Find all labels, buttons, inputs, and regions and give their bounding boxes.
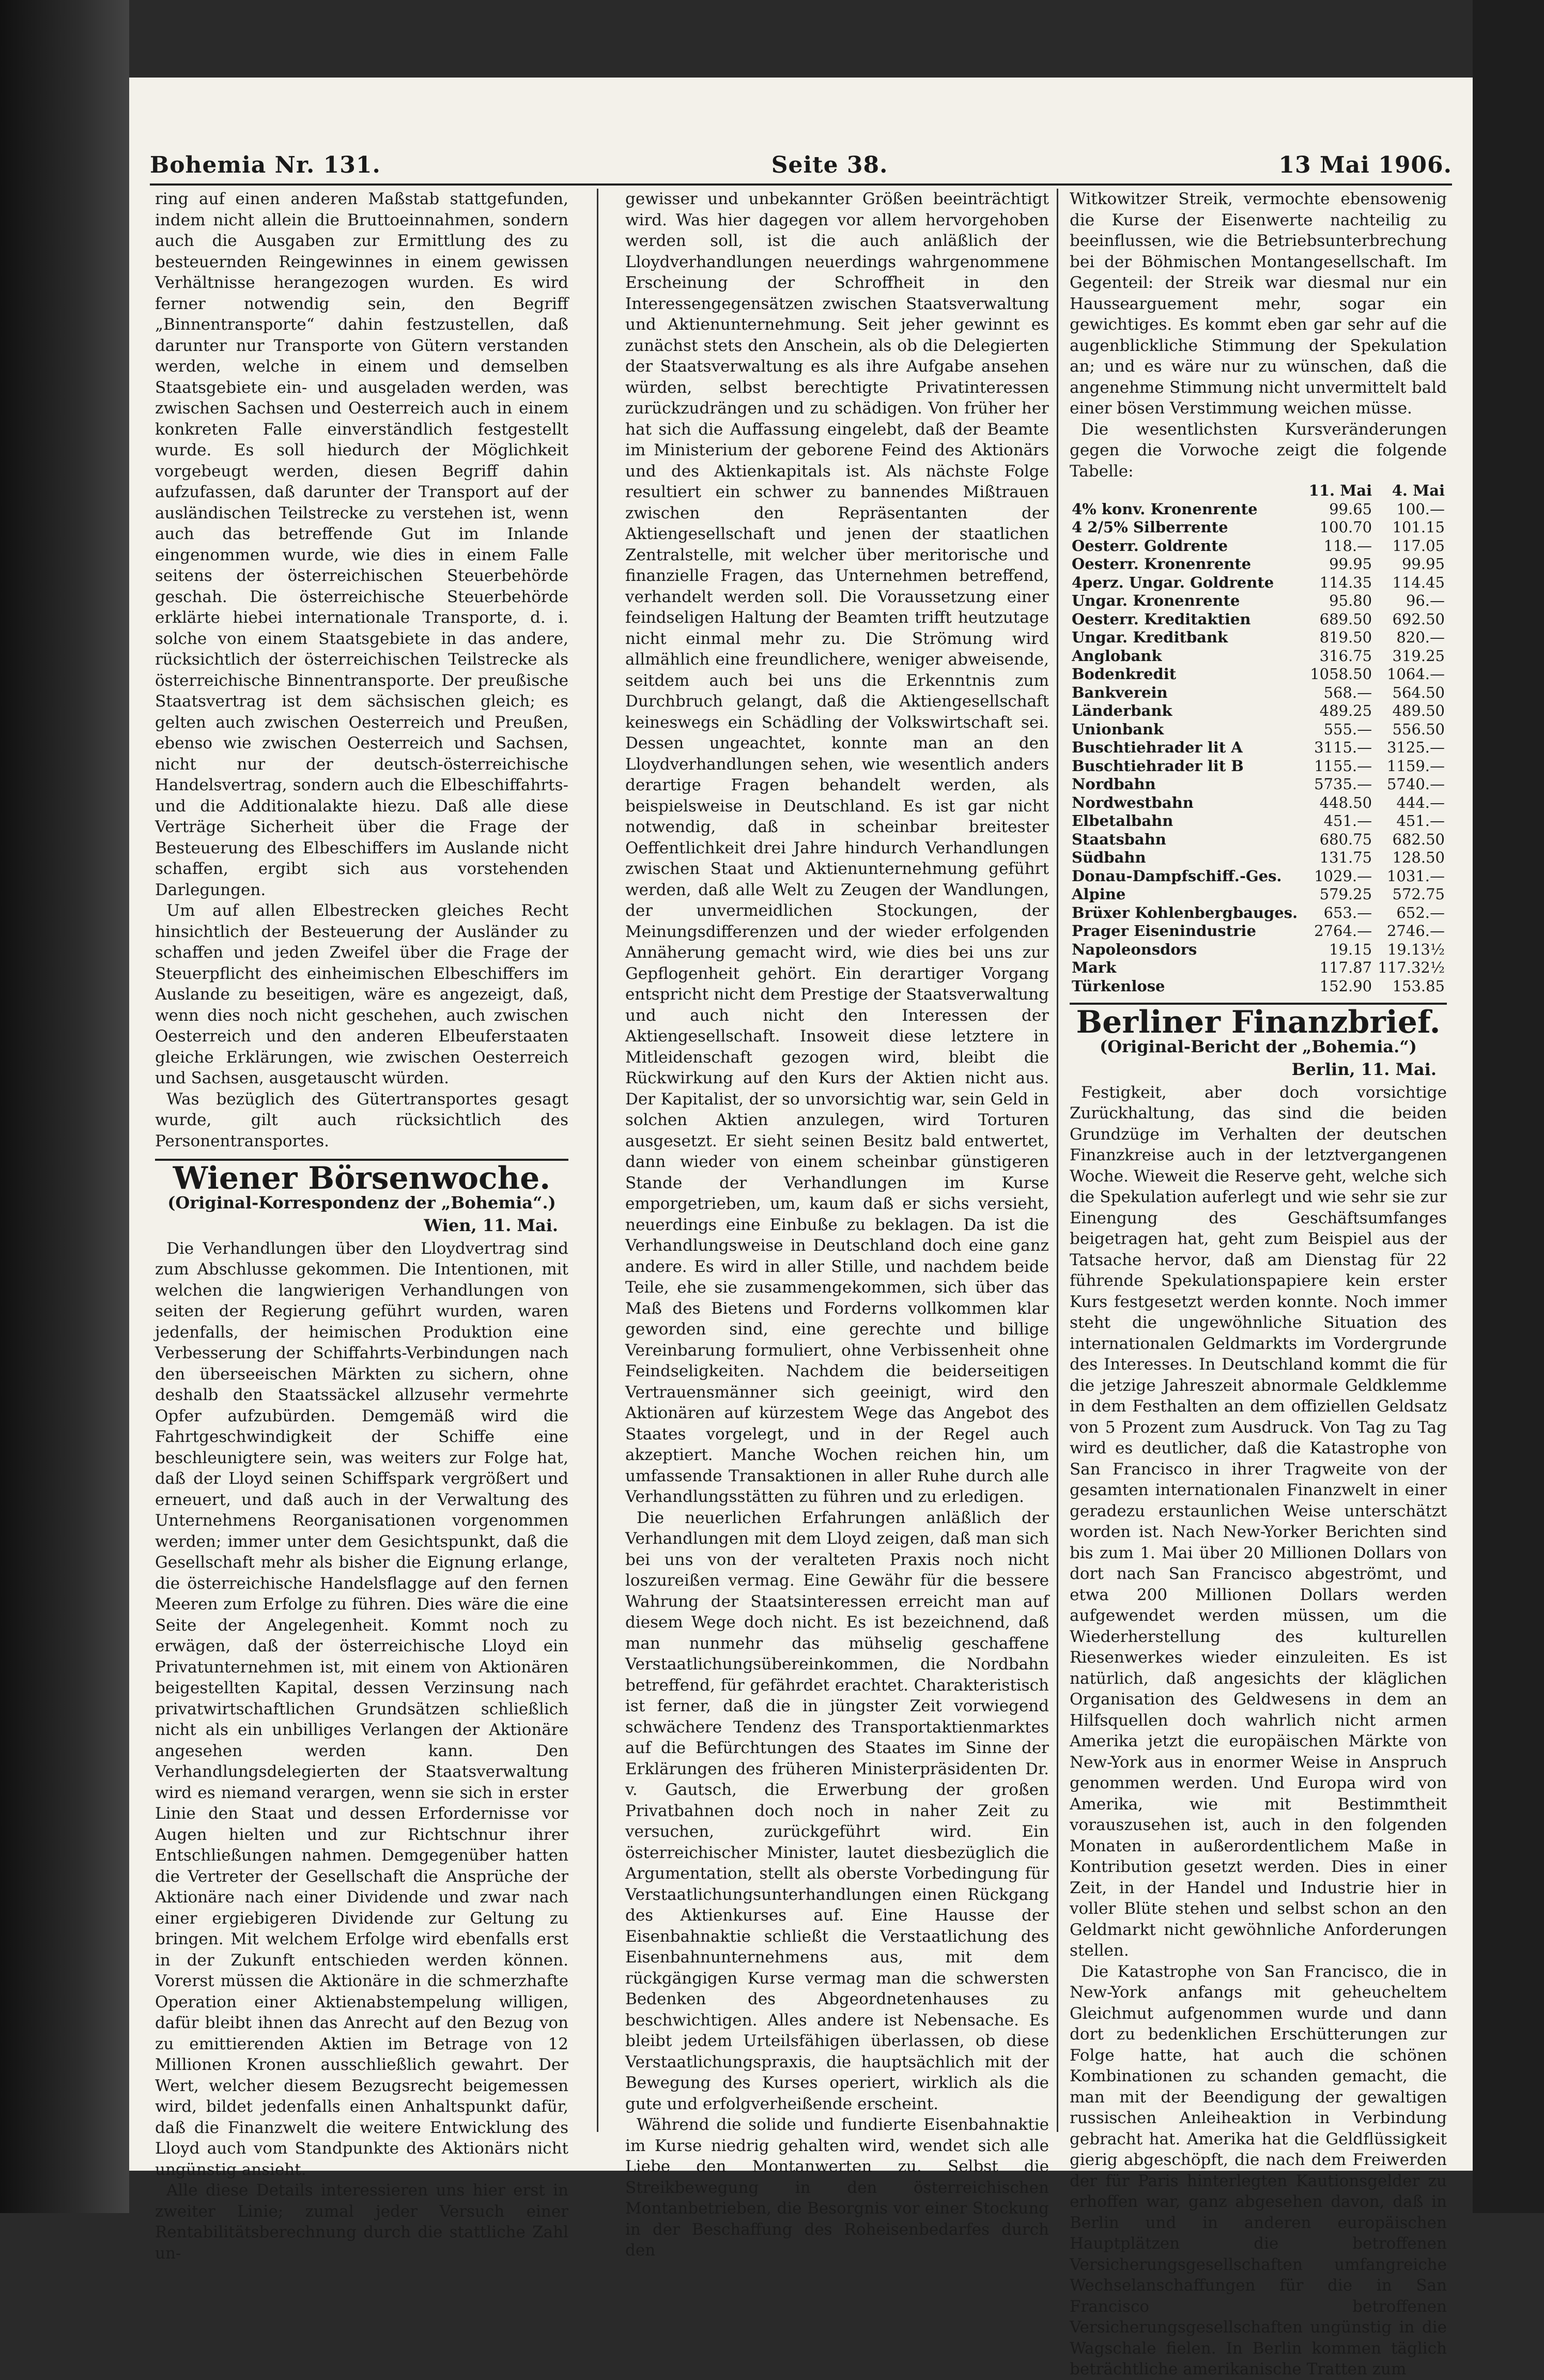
table-row — [1070, 537, 1447, 556]
article-paragraph: Witkowitzer Streik, vermochte ebensowenig die Kurse der Eisenwerte nachteilig zu beeinflussen, wie die Betriebsunterbrechung bei der Böhmischen Montangesellschaft. Im Gegenteil: der Streik war diesmal nur ein Haussearguement mehr, sogar ein gewichtiges. Es kommt eben gar sehr auf die augenblickliche Stimmung der Spekulation an; und es wäre nur zu wünschen, daß die angenehme Stimmung nicht unvermittelt bald einer bösen Verstimmung weichen müsse. — [1070, 190, 1447, 418]
page-edge — [1473, 0, 1544, 2213]
dateline: Wien, 11. Mai. — [424, 1216, 558, 1235]
column-divider — [1057, 189, 1058, 2132]
rate-value: 153.85 — [1392, 977, 1445, 995]
rate-value: 117.32½ — [1378, 959, 1445, 976]
rate-value: 689.50 — [1319, 610, 1372, 628]
security-name: 4 2/5% Silberrente — [1072, 518, 1228, 536]
article-paragraph: Die wesentlichsten Kursveränderungen gegen die Vorwoche zeigt die folgende Tabelle: — [1070, 420, 1447, 481]
rate-value: 1155.— — [1314, 757, 1372, 775]
security-name: Ungar. Kronenrente — [1072, 592, 1240, 609]
section-subheading: (Original-Korrespondenz der „Bohemia“.) — [167, 1192, 556, 1212]
security-name: Länderbank — [1072, 702, 1172, 719]
table-row — [1070, 628, 1447, 647]
security-name: 4perz. Ungar. Goldrente — [1072, 573, 1274, 591]
article-paragraph: Alle diese Details interessieren uns hier erst in zweiter Linie; zumal jeder Versuch einer Rentabilitätsberechnung durch die stattliche Zahl un- — [155, 2181, 568, 2263]
security-name: 4% konv. Kronenrente — [1072, 500, 1258, 518]
rate-value: 680.75 — [1319, 830, 1372, 848]
table-row — [1070, 665, 1447, 684]
rate-value: 564.50 — [1392, 683, 1445, 701]
rate-value: 448.50 — [1319, 793, 1372, 811]
table-body — [1070, 500, 1447, 996]
column-3 — [1070, 189, 1447, 2380]
rate-value: 3125.— — [1386, 739, 1445, 756]
security-name: Oesterr. Kronenrente — [1072, 555, 1252, 573]
table-row — [1070, 592, 1447, 610]
security-name: Brüxer Kohlenbergbauges. — [1072, 903, 1298, 922]
security-name: Unionbank — [1072, 720, 1164, 738]
rate-value: 451.— — [1396, 812, 1445, 830]
security-name: Anglobank — [1072, 647, 1162, 665]
rate-value: 95.80 — [1329, 592, 1372, 609]
table-row — [1070, 518, 1447, 537]
article-paragraph: Um auf allen Elbestrecken gleiches Recht hinsichtlich der Besteuerung der Ausländer zu schaffen und jeden Zweifel über die Frage der Steuerpflicht des einheimischen Elbeschiffers im Auslande zu beseitigen, wäre es angezeigt, daß, wenn dies noch nicht geschehen, auch zwischen Oesterreich und den anderen Elbeuferstaaten gleiche Erklärungen, wie zwischen Oesterreich und Sachsen, ausgetauscht würden. — [155, 901, 568, 1087]
table-row — [1070, 794, 1447, 812]
article-paragraph: Während die solide und fundierte Eisenbahnaktie im Kurse niedrig gehalten wird, wendet sich alle Liebe den Montanwerten zu. Selbst die Streikbewegung in den österreichischen Montanbetrieben, die Besorgnis vor einer Stockung in der Beschaffung des Roheisenbedarfes durch den — [625, 2115, 1049, 2260]
rate-value: 99.65 — [1329, 500, 1372, 518]
article-paragraph: Die Verhandlungen über den Lloydvertrag sind zum Abschlusse gekommen. Die Intentionen, mit welchen die langwierigen Verhandlungen von seiten der Regierung geführt wurden, waren jedenfalls, der heimischen Produktion eine Verbesserung der Schiffahrts-Verbindungen nach den überseeischen Märkten zu sichern, ohne deshalb den Staatssäckel allzusehr vermehrte Opfer aufzubürden. Demgemäß wird die Fahrtgeschwindigkeit der Schiffe eine beschleunigtere sein, was weiters zur Folge hat, daß der Lloyd seinen Schiffspark vergrößert und erneuert, und daß auch in der Verwaltung des Unternehmens Reorganisationen vorgenommen werden; immer unter dem Gesichtspunkt, daß die Gesellschaft mehr als bisher die Eignung erlange, die österreichische Handelsflagge auf den fernen Meeren zum Erfolge zu führen. Dies wäre die eine Seite der Angelegenheit. Kommt noch zu erwägen, daß der österreichische Lloyd ein Privatunternehmen ist, mit einem von Aktionären beigestellten Kapital, dessen Verzinsung nach privatwirtschaftlichen Grundsätzen schließlich nicht als ein unbilliges Verlangen der Aktionäre angesehen werden kann. Den Verhandlungsdelegierten der Staatsverwaltung wird es niemand verargen, wenn sie sich in erster Linie den Staat und dessen Erfordernisse vor Augen hielten und zur Richtschnur ihrer Entschließungen nahmen. Demgegenüber hatten die Vertreter der Gesellschaft die Ansprüche der Aktionäre nach einer Dividende und zwar nach einer ergiebigeren Dividende zur Geltung zu bringen. Mit welchem Erfolge wird ebenfalls erst in der Zukunft entschieden werden können. Vorerst müssen die Aktionäre in die schmerzhafte Operation einer Aktienabstempelung willigen, dafür bleibt ihnen das Anrecht auf den Bezug von zu emittierenden Aktien im Betrage von 12 Millionen Kronen ausschließlich gewahrt. Der Wert, welcher diesem Bezugsrecht beigemessen wird, bildet jedenfalls einen Anhaltspunkt dafür, daß die Finanzwelt die weitere Entwicklung des Lloyd auch vom Standpunkte des Aktionärs nicht ungünstig ansieht. — [155, 1239, 568, 2179]
column-divider — [597, 189, 598, 2132]
table-row — [1070, 867, 1447, 886]
section-heading: Berliner Finanzbrief. — [1076, 1004, 1441, 1040]
rate-value: 682.50 — [1392, 830, 1445, 848]
table-row — [1070, 904, 1447, 923]
rate-value: 451.— — [1323, 812, 1372, 830]
table-row — [1070, 922, 1447, 941]
security-name: Prager Eisenindustrie — [1072, 922, 1256, 940]
rate-value: 99.95 — [1401, 555, 1445, 573]
section-subheading: (Original-Bericht der „Bohemia.“) — [1100, 1036, 1417, 1056]
table-row — [1070, 941, 1447, 959]
exchange-rate-table — [1070, 482, 1447, 995]
rate-value: 652.— — [1396, 903, 1445, 922]
table-row — [1070, 647, 1447, 666]
security-name: Buschtiehrader lit A — [1072, 739, 1243, 756]
rate-value: 5740.— — [1386, 775, 1445, 793]
article-paragraph: ring auf einen anderen Maßstab stattgefunden, indem nicht allein die Bruttoeinnahmen, sondern auch die Ausgaben zur Ermittlung des zu besteuernden Reingewinnes in einem gewissen Verhältnisse herangezogen wurden. Es wird ferner notwendig sein, den Begriff „Binnentransporte“ dahin festzustellen, daß darunter nur Transporte von Gütern verstanden werden, welche in einem und demselben Staatsgebiete ein- und ausgeladen werden, was zwischen Sachsen und Oesterreich auch in einem konkreten Falle einverständlich festgestellt wurde. Es soll hiedurch der Möglichkeit vorgebeugt werden, diesen Begriff dahin aufzufassen, daß darunter der Transport auf der ausländischen Teilstrecke zu verstehen ist, wenn auch das betreffende Gut im Inlande eingenommen wurde, wie dies in einem Falle seitens der österreichischen Steuerbehörde geschah. Die österreichische Steuerbehörde erklärte hiebei internationale Transporte, d. i. solche von einem Staatsgebiete in das andere, rücksichtlich der österreichischen Teilstrecke als österreichische Binnentransporte. Der preußische Staatsvertrag ist dem sächsischen gleich; es gelten auch zwischen Oesterreich und Preußen, ebenso wie zwischen Oesterreich und Sachsen, nicht nur der deutsch-österreichische Handelsvertrag, sondern auch die Elbeschiffahrts- und die Additionalakte hiezu. Daß alle diese Verträge Sicherheit über die Frage der Besteuerung des Elbeschiffers im Auslande nicht schaffen, ergibt sich aus vorstehenden Darlegungen. — [155, 190, 568, 899]
rate-value: 117.87 — [1319, 959, 1372, 976]
table-row — [1070, 720, 1447, 739]
rate-value: 1029.— — [1314, 867, 1372, 885]
rate-value: 319.25 — [1392, 647, 1445, 665]
rate-value: 19.13½ — [1387, 940, 1445, 958]
table-row — [1070, 959, 1447, 977]
rate-value: 152.90 — [1319, 977, 1372, 995]
table-header-row — [1070, 482, 1447, 500]
security-name: Bodenkredit — [1072, 665, 1177, 683]
article-paragraph: Die neuerlichen Erfahrungen anläßlich der Verhandlungen mit dem Lloyd zeigen, daß man sich bei uns von der veralteten Praxis noch nicht loszureißen vermag. Eine Gewähr für die bessere Wahrung der Staatsinteressen erreicht man auf diesem Wege doch nicht. Es ist bezeichnend, daß man nunmehr das mühselig geschaffene Verstaatlichungsübereinkommen, die Nordbahn betreffend, für gefährdet erachtet. Charakteristisch ist ferner, daß die in jüngster Zeit vorwiegend schwächere Tendenz des Transportaktienmarktes auf die Befürchtungen des Staates im Sinne der Erklärungen des früheren Ministerpräsidenten Dr. v. Gautsch, die Erwerbung der großen Privatbahnen doch noch in naher Zeit zu versuchen, zurückgeführt wird. Ein österreichischer Minister, lautet diesbezüglich die Argumentation, stellt als oberste Vorbedingung für Verstaatlichungsunterhandlungen einen Rückgang des Aktienkurses auf. Eine Hausse der Eisenbahnaktie schließt die Verstaatlichung des Eisenbahnunternehmens aus, mit dem rückgängigen Kurse vermag man die schwersten Bedenken des Abgeordnetenhauses zu beschwichtigen. Alles andere ist Nebensache. Es bleibt jedem Urteilsfähigen überlassen, ob diese Verstaatlichungspraxis, die hauptsächlich mit der Bewegung des Kurses operiert, wirklich als die gute und erfolgverheißende erscheint. — [625, 1508, 1049, 2113]
security-name: Nordbahn — [1072, 775, 1156, 793]
rate-value: 114.45 — [1392, 573, 1445, 591]
rate-value: 128.50 — [1392, 849, 1445, 866]
table-row — [1070, 500, 1447, 519]
article-paragraph: Was bezüglich des Gütertransportes gesagt wurde, gilt auch rücksichtlich des Personentransportes. — [155, 1089, 568, 1150]
article-paragraph: gewisser und unbekannter Größen beeinträchtigt wird. Was hier dagegen vor allem hervorgehoben werden soll, ist die auch anläßlich der Lloydverhandlungen neuerdings wahrgenommene Erscheinung der Schroffheit in den Interessengegensätzen zwischen Staatsverwaltung und Aktienunternehmung. Seit jeher gewinnt es zunächst stets den Anschein, als ob die Delegierten der Staatsverwaltung es als ihre Aufgabe ansehen würden, selbst berechtigte Privatinteressen zurückzudrängen und zu schädigen. Von früher her hat sich die Auffassung eingelebt, daß der Beamte im Ministerium der geborene Feind des Aktionärs und des Aktienkapitals ist. Als nächste Folge resultiert ein schwer zu bannendes Mißtrauen zwischen den Repräsentanten der Aktiengesellschaft und jenen der staatlichen Zentralstelle, mit welcher über meritorische und finanzielle Fragen, das Unternehmen betreffend, verhandelt werden soll. Die Voraussetzung einer feindseligen Haltung der Beamten trifft heutzutage nicht einmal mehr zu. Die Strömung wird allmählich eine freundlichere, weniger abweisende, seitdem auch bei uns die Erkenntnis zum Durchbruch gelangt, daß die Aktiengesellschaft keineswegs ein Schädling der Volkswirtschaft sei. Dessen ungeachtet, konnte man an den Lloydverhandlungen sehen, wie wesentlich anders derartige Fragen behandelt werden, als beispielsweise in Deutschland. Es ist gar nicht notwendig, daß in scheinbar breitester Oeffentlichkeit drei Jahre hindurch Verhandlungen zwischen Staat und Aktienunternehmung geführt werden, daß alle Welt zu Zeugen der Wandlungen, der unvermeidlichen Stockungen, der Meinungsdifferenzen und der wieder erfolgenden Annäherung gemacht wird, wie dies bei uns zur Gepflogenheit gehört. Ein derartiger Vorgang entspricht nicht dem Prestige der Staatsverwaltung und auch nicht den Interessen der Aktiengesellschaft. Insoweit diese letztere in Mitleidenschaft gezogen wird, bleibt die Rückwirkung auf den Kurs der Aktien nicht aus. Der Kapitalist, der so unvorsichtig war, sein Geld in solchen Aktien anzulegen, wird Torturen ausgesetzt. Er sieht seinen Besitz bald entwertet, dann wieder von einem scheinbar günstigeren Stande der Verhandlungen im Kurse emporgetrieben, um, kaum daß er sichs versieht, neuerdings eine Einbuße zu beklagen. Da ist die Verhandlungsweise in Deutschland doch eine ganz andere. Es wird in aller Stille, und nachdem beide Teile, ehe sie zusammengekommen, sich über das Maß des Bietens und Forderns vollkommen klar geworden sind, eine gerechte und billige Vereinbarung formuliert, ohne Verbissenheit ohne Feindseligkeiten. Nachdem die beiderseitigen Vertrauensmänner sich geeinigt, wird den Aktionären auf kürzestem Wege das Angebot des Staates vorgelegt, und in der Regel auch akzeptiert. Manche Wochen reichen hin, um umfassende Transaktionen in aller Ruhe durch alle Verhandlungsstätten zu führen und zu erledigen. — [625, 190, 1049, 1506]
rate-value: 131.75 — [1319, 849, 1372, 866]
table-row — [1070, 831, 1447, 849]
page-header — [150, 147, 1452, 178]
column-1 — [155, 189, 568, 2264]
section-heading: Wiener Börsenwoche. — [173, 1160, 551, 1196]
rate-value: 100.70 — [1319, 518, 1372, 536]
rate-value: 489.25 — [1319, 702, 1372, 719]
table-row — [1070, 775, 1447, 794]
table-row — [1070, 885, 1447, 904]
table-row — [1070, 702, 1447, 720]
table-row — [1070, 757, 1447, 776]
rate-value: 653.— — [1323, 903, 1372, 922]
rate-value: 96.— — [1406, 592, 1445, 609]
security-name: Oesterr. Goldrente — [1072, 536, 1228, 555]
header-page-number: Seite 38. — [771, 152, 888, 178]
rate-value: 3115.— — [1314, 739, 1372, 756]
rate-value: 572.75 — [1392, 885, 1445, 903]
security-name: Napoleonsdors — [1072, 940, 1197, 958]
rate-value: 117.05 — [1392, 536, 1445, 555]
table-row — [1070, 849, 1447, 867]
security-name: Donau-Dampfschiff.-Ges. — [1072, 867, 1282, 885]
security-name: Ungar. Kreditbank — [1072, 628, 1228, 646]
header-date: 13 Mai 1906. — [1278, 152, 1452, 178]
table-row — [1070, 555, 1447, 574]
book-binding — [0, 0, 129, 2213]
table-header-cell: 11. Mai — [1308, 482, 1372, 499]
rate-value: 100.— — [1396, 500, 1445, 518]
security-name: Mark — [1072, 959, 1117, 976]
rate-value: 2764.— — [1314, 922, 1372, 940]
rate-value: 114.35 — [1319, 573, 1372, 591]
table-header-cell: 4. Mai — [1392, 482, 1445, 499]
table-row — [1070, 977, 1447, 996]
article-paragraph: Festigkeit, aber doch vorsichtige Zurückhaltung, das sind die beiden Grundzüge im Verhalten der deutschen Finanzkreise auch in der letztvergangenen Woche. Wieweit die Reserve geht, welche sich die Spekulation auferlegt und wie sehr sie zur Einengung des Geschäftsumfanges beigetragen hat, geht zum Beispiel aus der Tatsache hervor, daß am Dienstag für 22 führende Spekulationspapiere kein erster Kurs festgesetzt werden konnte. Noch immer steht die ungewöhnliche Situation des internationalen Geldmarkts im Vordergrunde des Interesses. In Deutschland kommt die für die jetzige Jahreszeit abnormale Geldklemme in dem Festhalten an dem offiziellen Geldsatz von 5 Prozent zum Ausdruck. Von Tag zu Tag wird es deutlicher, daß die Katastrophe von San Francisco in ihrer Tragweite von der gesamten internationalen Finanzwelt in einer geradezu erstaunlichen Weise unterschätzt worden ist. Nach New-Yorker Berichten sind bis zum 1. Mai über 20 Millionen Dollars von dort nach San Francisco abgeströmt, und etwa 200 Millionen Dollars werden aufgewendet werden müssen, um die Wiederherstellung des kulturellen Riesenwerkes wieder einzuleiten. Es ist natürlich, daß angesichts der kläglichen Organisation des Geldwesens in dem an Hilfsquellen doch wahrlich nicht armen Amerika jetzt die europäischen Märkte von New-York aus in enormer Weise in Anspruch genommen werden. Und Europa wird von Amerika, wie mit Bestimmtheit vorauszusehen ist, auch in den folgenden Monaten in außerordentlichem Maße in Kontribution gesetzt werden. Dies in einer Zeit, in der Handel und Industrie hier in voller Blüte stehen und selbst schon an den Geldmarkt nicht gewöhnliche Anforderungen stellen. — [1070, 1083, 1447, 1960]
rate-value: 19.15 — [1329, 940, 1372, 958]
rate-value: 1031.— — [1386, 867, 1445, 885]
header-rule — [150, 183, 1452, 186]
rate-value: 99.95 — [1329, 555, 1372, 573]
column-2 — [625, 189, 1049, 2261]
security-name: Bankverein — [1072, 683, 1168, 701]
rate-value: 579.25 — [1319, 885, 1372, 903]
security-name: Türkenlose — [1072, 977, 1165, 995]
rate-value: 489.50 — [1392, 702, 1445, 719]
rate-value: 101.15 — [1392, 518, 1445, 536]
newspaper-page — [129, 78, 1473, 2378]
security-name: Oesterr. Kreditaktien — [1072, 610, 1251, 628]
rate-value: 316.75 — [1319, 647, 1372, 665]
rate-value: 2746.— — [1386, 922, 1445, 940]
rate-value: 555.— — [1323, 720, 1372, 738]
security-name: Buschtiehrader lit B — [1072, 757, 1244, 775]
security-name: Staatsbahn — [1072, 830, 1166, 848]
rate-value: 118.— — [1323, 536, 1372, 555]
security-name: Alpine — [1072, 885, 1126, 903]
table-row — [1070, 812, 1447, 831]
rate-value: 1058.50 — [1310, 665, 1372, 683]
header-issue: Bohemia Nr. 131. — [150, 152, 381, 178]
rate-value: 819.50 — [1319, 628, 1372, 646]
article-paragraph: Die Katastrophe von San Francisco, die in New-York anfangs mit geheucheltem Gleichmut aufgenommen wurde und dann dort zu bedenklichen Erschütterungen zur Folge hatte, hat auch die schönen Kombinationen zu schanden gemacht, die man mit der Beendigung der gewaltigen russischen Anleiheaktion in Verbindung gebracht hat. Amerika hat die Geldflüssigkeit gierig abgeschöpft, die nach dem Freiwerden der für Paris hinterlegten Kautionsgelder zu erhoffen war, ganz abgesehen davon, daß in Berlin und in anderen europäischen Hauptplätzen die betroffenen Versicherungsgesellschaften umfangreiche Wechselanschaffungen für die in San Francisco betroffenen Versicherungsgesellschaften ungünstig in die Wagschale fielen. In Berlin kommen täglich beträchtliche amerikanische Tratten zum — [1070, 1962, 1447, 2378]
rate-value: 5735.— — [1314, 775, 1372, 793]
dateline: Berlin, 11. Mai. — [1291, 1060, 1437, 1079]
table-row — [1070, 574, 1447, 592]
table-row — [1070, 684, 1447, 702]
rate-value: 692.50 — [1392, 610, 1445, 628]
table-row — [1070, 610, 1447, 629]
rate-value: 1159.— — [1386, 757, 1445, 775]
rate-value: 556.50 — [1392, 720, 1445, 738]
security-name: Nordwestbahn — [1072, 793, 1194, 811]
table-header-cell — [1070, 482, 1305, 500]
table-row — [1070, 739, 1447, 757]
rate-value: 568.— — [1323, 683, 1372, 701]
rate-value: 1064.— — [1386, 665, 1445, 683]
security-name: Südbahn — [1072, 849, 1146, 866]
security-name: Elbetalbahn — [1072, 812, 1174, 830]
rate-value: 820.— — [1396, 628, 1445, 646]
rate-value: 444.— — [1396, 793, 1445, 811]
